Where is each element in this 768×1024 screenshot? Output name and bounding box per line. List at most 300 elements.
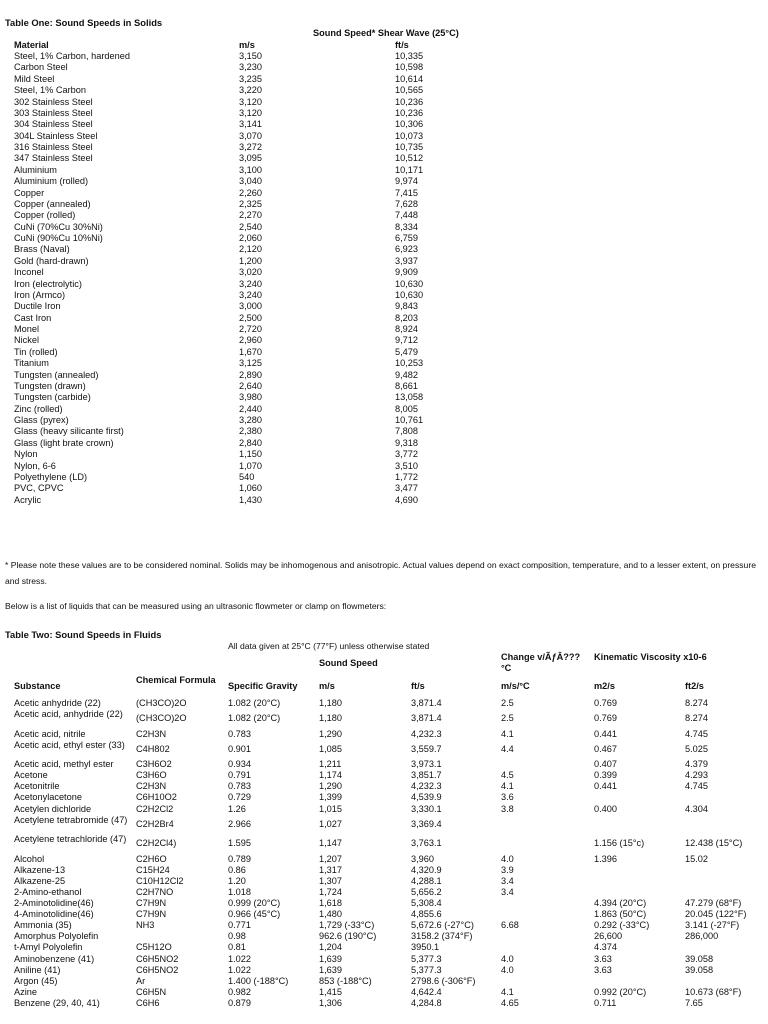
fts-cell: 3,973.1 — [411, 759, 442, 770]
sg-cell: 0.729 — [228, 792, 251, 803]
substance-cell: 2-Aminotolidine(46) — [14, 898, 94, 909]
ms-cell: 1,027 — [319, 818, 342, 829]
fluids-row — [0, 942, 768, 953]
sg-cell: 0.982 — [228, 986, 251, 997]
material-cell: Acrylic — [14, 494, 42, 505]
solids-row — [0, 165, 768, 176]
ms-cell: 3,020 — [239, 267, 262, 278]
material-cell: Inconel — [14, 267, 44, 278]
sg-cell: 1.082 (20°C) — [228, 713, 281, 724]
fts-cell: 4,642.4 — [411, 986, 442, 997]
m2-cell: 0.769 — [594, 698, 617, 708]
solids-row — [0, 176, 768, 187]
material-cell: Glass (heavy silicante first) — [14, 426, 124, 437]
ft2-cell: 8.274 — [685, 713, 708, 724]
fts-cell: 3,559.7 — [411, 743, 442, 754]
ft2-cell: 4.745 — [685, 728, 708, 739]
fluids-row — [0, 834, 768, 854]
ft2-cell: 47.279 (68°F) — [685, 898, 742, 909]
solids-row — [0, 256, 768, 267]
sg-cell: 1.20 — [228, 875, 246, 886]
ms-cell: 1,618 — [319, 898, 342, 909]
fts-cell: 10,335 — [395, 51, 424, 61]
fts-cell: 9,843 — [395, 301, 418, 312]
ms-cell: 2,440 — [239, 403, 262, 414]
change-cell: 3.4 — [501, 886, 514, 897]
solids-row — [0, 85, 768, 96]
m2-cell: 0.441 — [594, 781, 617, 792]
material-cell: Iron (electrolytic) — [14, 278, 82, 289]
m2-cell: 0.992 (20°C) — [594, 986, 647, 997]
change-cell: 4.65 — [501, 997, 519, 1008]
m2-cell: 3.63 — [594, 964, 612, 975]
material-cell: Carbon Steel — [14, 62, 68, 73]
fluids-header-substance: Substance — [14, 681, 61, 691]
fts-cell: 1,772 — [395, 471, 418, 482]
fts-cell: 3,851.7 — [411, 770, 442, 781]
fts-cell: 9,712 — [395, 335, 418, 346]
solids-row — [0, 108, 768, 119]
formula-cell: C3H6O2 — [136, 759, 172, 770]
material-cell: Zinc (rolled) — [14, 403, 63, 414]
ft2-cell: 286,000 — [685, 931, 719, 942]
sound-speed-group-header: Sound Speed — [319, 658, 378, 668]
fts-cell: 2798.6 (-306°F) — [411, 975, 476, 986]
formula-cell: C6H10O2 — [136, 792, 177, 803]
formula-cell: C2H2Cl2 — [136, 803, 174, 814]
sg-cell: 0.901 — [228, 743, 251, 754]
fluids-table — [0, 698, 768, 1009]
substance-cell: Acetic acid, methyl ester — [14, 759, 114, 770]
substance-cell: Aminobenzene (41) — [14, 953, 95, 964]
sg-cell: 0.966 (45°C) — [228, 909, 281, 920]
material-cell: Copper (annealed) — [14, 198, 91, 209]
fts-cell: 4,855.6 — [411, 909, 442, 920]
ms-cell: 1,307 — [319, 875, 342, 886]
ms-cell: 1,211 — [319, 759, 342, 770]
change-cell: 3.4 — [501, 875, 514, 886]
change-cell: 3.6 — [501, 792, 514, 803]
formula-cell: C2H2Br4 — [136, 818, 174, 829]
ms-cell: 2,960 — [239, 335, 262, 346]
substance-cell: Aniline (41) — [14, 964, 61, 975]
m2-cell: 3.63 — [594, 953, 612, 964]
fts-cell: 3,937 — [395, 255, 418, 266]
ft2-cell: 12.438 (15°C) — [685, 838, 743, 849]
fluids-header-sg: Specific Gravity — [228, 681, 298, 691]
ms-cell: 2,120 — [239, 244, 262, 255]
formula-cell: Ar — [136, 975, 146, 986]
fts-cell: 10,598 — [395, 62, 424, 73]
fluids-header-m2: m2/s — [594, 681, 615, 691]
ms-cell: 2,260 — [239, 187, 262, 198]
solids-row — [0, 324, 768, 335]
solids-header-fts: ft/s — [395, 40, 409, 50]
ms-cell: 2,270 — [239, 210, 262, 221]
fts-cell: 10,614 — [395, 73, 424, 84]
ms-cell: 1,290 — [319, 728, 342, 739]
ft2-cell: 4.379 — [685, 759, 708, 770]
m2-cell: 1.396 — [594, 853, 617, 864]
substance-cell: Alkazene-13 — [14, 864, 66, 875]
fluids-row — [0, 920, 768, 931]
sg-cell: 0.789 — [228, 853, 251, 864]
ms-cell: 1,639 — [319, 964, 342, 975]
material-cell: Iron (Armco) — [14, 289, 66, 300]
fts-cell: 4,232.3 — [411, 781, 442, 792]
change-cell: 6.68 — [501, 920, 519, 931]
ms-cell: 3,220 — [239, 85, 262, 96]
formula-cell: C6H5NO2 — [136, 964, 179, 975]
solids-row — [0, 381, 768, 392]
change-cell: 4.1 — [501, 986, 514, 997]
fts-cell: 10,171 — [395, 164, 424, 175]
sg-cell: 2.966 — [228, 818, 251, 829]
material-cell: Copper — [14, 187, 45, 198]
formula-cell: C2H3N — [136, 728, 167, 739]
sg-cell: 0.81 — [228, 942, 246, 953]
fts-cell: 8,661 — [395, 380, 418, 391]
ms-cell: 1,430 — [239, 494, 262, 505]
ms-cell: 3,240 — [239, 278, 262, 289]
solids-row — [0, 279, 768, 290]
ms-cell: 1,200 — [239, 255, 262, 266]
material-cell: Cast Iron — [14, 312, 52, 323]
material-cell: Glass (light brate crown) — [14, 437, 114, 448]
fts-cell: 3,871.4 — [411, 698, 442, 708]
kinematic-group-header: Kinematic Viscosity x10-6 — [594, 652, 707, 662]
ms-cell: 1,207 — [319, 853, 342, 864]
fts-cell: 10,512 — [395, 153, 424, 164]
fluids-row — [0, 887, 768, 898]
m2-cell: 0.441 — [594, 728, 617, 739]
ms-cell: 2,890 — [239, 369, 262, 380]
all-data-note: All data given at 25°C (77°F) unless otherwise stated — [228, 641, 430, 651]
ms-cell: 1,204 — [319, 942, 342, 953]
sg-cell: 0.86 — [228, 864, 246, 875]
fluids-row — [0, 998, 768, 1009]
fts-cell: 3,510 — [395, 460, 418, 471]
fluids-row — [0, 740, 768, 760]
ms-cell: 1,085 — [319, 743, 342, 754]
intro-text: Below is a list of liquids that can be measured using an ultrasonic flowmeter or clamp on flowmeters: — [5, 601, 387, 611]
solids-row — [0, 404, 768, 415]
formula-cell: (CH3CO)2O — [136, 698, 187, 708]
fluids-header-fts: ft/s — [411, 681, 425, 691]
ft2-cell: 10.673 (68°F) — [685, 986, 742, 997]
material-cell: CuNi (90%Cu 10%Ni) — [14, 233, 103, 243]
fts-cell: 6,759 — [395, 233, 418, 243]
ms-cell: 3,141 — [239, 119, 262, 130]
substance-cell: 2-Amino-ethanol — [14, 886, 82, 897]
change-cell: 3.9 — [501, 864, 514, 875]
sg-cell: 1.022 — [228, 953, 251, 964]
solids-row — [0, 153, 768, 164]
substance-cell: Alkazene-25 — [14, 875, 66, 886]
material-cell: 304L Stainless Steel — [14, 130, 98, 141]
fluids-row — [0, 815, 768, 835]
material-cell: Brass (Naval) — [14, 244, 70, 255]
material-cell: Nylon — [14, 449, 38, 460]
fluids-row — [0, 804, 768, 815]
ms-cell: 1,070 — [239, 460, 262, 471]
substance-cell: Acetonylacetone — [14, 792, 82, 803]
ms-cell: 3,150 — [239, 51, 262, 61]
fluids-row — [0, 898, 768, 909]
change-cell: 3.8 — [501, 803, 514, 814]
ft2-cell: 39.058 — [685, 964, 714, 975]
fluids-row — [0, 709, 768, 729]
formula-cell: C2H3N — [136, 781, 167, 792]
ms-cell: 1,150 — [239, 449, 262, 460]
material-cell: Nylon, 6-6 — [14, 460, 56, 471]
substance-cell: Acetone — [14, 770, 48, 781]
ft2-cell: 4.304 — [685, 803, 708, 814]
fluids-row — [0, 987, 768, 998]
ms-cell: 2,380 — [239, 426, 262, 437]
ms-cell: 1,290 — [319, 781, 342, 792]
fts-cell: 3,772 — [395, 449, 418, 460]
m2-cell: 0.399 — [594, 770, 617, 781]
solids-row — [0, 131, 768, 142]
ms-cell: 3,125 — [239, 358, 262, 369]
material-cell: Glass (pyrex) — [14, 415, 69, 425]
fts-cell: 5,479 — [395, 346, 418, 357]
solids-row — [0, 301, 768, 312]
sg-cell: 0.771 — [228, 920, 251, 931]
ms-cell: 3,230 — [239, 62, 262, 73]
m2-cell: 0.407 — [594, 759, 617, 770]
fts-cell: 8,924 — [395, 324, 418, 334]
sg-cell: 1.082 (20°C) — [228, 698, 281, 708]
formula-cell: C3H6O — [136, 770, 167, 781]
solids-row — [0, 347, 768, 358]
sg-cell: 1.400 (-188°C) — [228, 975, 289, 986]
formula-cell: C15H24 — [136, 864, 170, 875]
sg-cell: 0.999 (20°C) — [228, 898, 281, 909]
fts-cell: 10,236 — [395, 96, 424, 107]
fts-cell: 5,672.6 (-27°C) — [411, 920, 474, 931]
material-cell: Aluminium (rolled) — [14, 176, 89, 187]
fts-cell: 13,058 — [395, 392, 424, 403]
material-cell: Steel, 1% Carbon, hardened — [14, 51, 130, 61]
ms-cell: 3,040 — [239, 176, 262, 187]
fluids-row — [0, 865, 768, 876]
change-cell: 4.0 — [501, 853, 514, 864]
ms-cell: 2,325 — [239, 198, 262, 209]
ms-cell: 1,415 — [319, 986, 342, 997]
solids-row — [0, 142, 768, 153]
change-cell: 4.0 — [501, 953, 514, 964]
fts-cell: 7,448 — [395, 210, 418, 221]
material-cell: Tin (rolled) — [14, 346, 58, 357]
ms-cell: 3,235 — [239, 73, 262, 84]
substance-cell: Acetonitrile — [14, 781, 60, 792]
sg-cell: 0.783 — [228, 728, 251, 739]
m2-cell: 1.156 (15°c) — [594, 838, 645, 849]
m2-cell: 26,600 — [594, 931, 623, 942]
fts-cell: 3,763.1 — [411, 838, 442, 849]
material-cell: Tungsten (drawn) — [14, 380, 86, 391]
fluids-row — [0, 770, 768, 781]
solids-row — [0, 290, 768, 301]
fts-cell: 9,482 — [395, 369, 418, 380]
fts-cell: 3158.2 (374°F) — [411, 931, 473, 942]
material-cell: Polyethylene (LD) — [14, 471, 88, 482]
fts-cell: 7,415 — [395, 187, 418, 198]
solids-header-material: Material — [14, 40, 49, 50]
material-cell: 303 Stainless Steel — [14, 107, 93, 118]
fts-cell: 10,073 — [395, 130, 424, 141]
ft2-cell: 39.058 — [685, 953, 714, 964]
ms-cell: 1,480 — [319, 909, 342, 920]
material-cell: Monel — [14, 324, 40, 334]
solids-row — [0, 199, 768, 210]
ms-cell: 853 (-188°C) — [319, 975, 372, 986]
fts-cell: 9,974 — [395, 176, 418, 187]
fts-cell: 10,306 — [395, 119, 424, 130]
ms-cell: 1,724 — [319, 886, 342, 897]
sg-cell: 0.98 — [228, 931, 246, 942]
substance-cell: 4-Aminotolidine(46) — [14, 909, 94, 920]
solids-row — [0, 62, 768, 73]
solids-row — [0, 472, 768, 483]
ms-cell: 962.6 (190°C) — [319, 931, 377, 942]
change-cell: 4.0 — [501, 964, 514, 975]
material-cell: Gold (hard-drawn) — [14, 255, 89, 266]
solids-group-header: Sound Speed* Shear Wave (25°C) — [313, 28, 459, 38]
ms-cell: 1,639 — [319, 953, 342, 964]
ms-cell: 3,100 — [239, 164, 262, 175]
solids-row — [0, 358, 768, 369]
ft2-cell: 20.045 (122°F) — [685, 909, 747, 920]
material-cell: 347 Stainless Steel — [14, 153, 93, 164]
change-cell: 4.1 — [501, 781, 514, 792]
ms-cell: 3,070 — [239, 130, 262, 141]
sg-cell: 0.791 — [228, 770, 251, 781]
material-cell: Aluminium — [14, 164, 57, 175]
substance-cell: Alcohol — [14, 853, 45, 864]
material-cell: Nickel — [14, 335, 40, 346]
ft2-cell: 3.141 (-27°F) — [685, 920, 740, 931]
solids-row — [0, 188, 768, 199]
fts-cell: 10,236 — [395, 107, 424, 118]
solids-row — [0, 335, 768, 346]
formula-cell: C2H7NO — [136, 886, 174, 897]
ft2-cell: 4.745 — [685, 781, 708, 792]
solids-table — [0, 51, 768, 506]
material-cell: 316 Stainless Steel — [14, 142, 93, 152]
fluids-row — [0, 854, 768, 865]
fts-cell: 3950.1 — [411, 942, 440, 953]
substance-cell: Azine — [14, 986, 37, 997]
solids-row — [0, 461, 768, 472]
substance-cell: Acetylene tetrabromide (47) — [14, 814, 128, 825]
substance-cell: t-Amyl Polyolefin — [14, 942, 83, 953]
change-cell: 4.5 — [501, 770, 514, 781]
material-cell: CuNi (70%Cu 30%Ni) — [14, 221, 103, 232]
ms-cell: 1,180 — [319, 713, 342, 724]
fts-cell: 3,871.4 — [411, 713, 442, 724]
solids-row — [0, 74, 768, 85]
solids-row — [0, 119, 768, 130]
change-group-header: Change v/ÃƒÂ??? °C — [501, 652, 581, 673]
fluids-row — [0, 976, 768, 987]
solids-row — [0, 313, 768, 324]
substance-cell: Acetic acid, nitrile — [14, 728, 86, 739]
fts-cell: 4,232.3 — [411, 728, 442, 739]
fts-cell: 6,923 — [395, 244, 418, 255]
sg-cell: 1.595 — [228, 838, 251, 849]
m2-cell: 0.769 — [594, 713, 617, 724]
solids-row — [0, 210, 768, 221]
fluids-row — [0, 909, 768, 920]
ms-cell: 3,280 — [239, 415, 262, 425]
material-cell: Ductile Iron — [14, 301, 61, 312]
ft2-cell: 5.025 — [685, 743, 708, 754]
substance-cell: Acetylene tetrachloride (47) — [14, 834, 127, 845]
formula-cell: C7H9N — [136, 898, 167, 909]
m2-cell: 4.374 — [594, 942, 617, 953]
material-cell: Tungsten (carbide) — [14, 392, 91, 403]
formula-cell: (CH3CO)2O — [136, 713, 187, 724]
ft2-cell: 7.65 — [685, 997, 703, 1008]
ft2-cell: 4.293 — [685, 770, 708, 781]
substance-cell: Ammonia (35) — [14, 920, 72, 931]
material-cell: Steel, 1% Carbon — [14, 85, 87, 96]
fts-cell: 8,203 — [395, 312, 418, 323]
change-cell: 2.5 — [501, 698, 514, 708]
ms-cell: 2,840 — [239, 437, 262, 448]
fts-cell: 10,630 — [395, 289, 424, 300]
sg-cell: 1.26 — [228, 803, 246, 814]
formula-cell: C6H5NO2 — [136, 953, 179, 964]
formula-cell: C5H12O — [136, 942, 172, 953]
fts-cell: 5,656.2 — [411, 886, 442, 897]
solids-row — [0, 222, 768, 233]
formula-cell: C2H6O — [136, 853, 167, 864]
m2-cell: 1.863 (50°C) — [594, 909, 647, 920]
fts-cell: 3,477 — [395, 483, 418, 494]
ms-cell: 3,095 — [239, 153, 262, 164]
fluids-table-title: Table Two: Sound Speeds in Fluids — [5, 629, 162, 640]
change-cell: 4.4 — [501, 743, 514, 754]
m2-cell: 0.400 — [594, 803, 617, 814]
substance-cell: Amorphus Polyolefin — [14, 931, 99, 942]
ms-cell: 1,015 — [319, 803, 342, 814]
formula-cell: C7H9N — [136, 909, 167, 920]
fts-cell: 3,960 — [411, 853, 434, 864]
fts-cell: 8,334 — [395, 221, 418, 232]
fluids-row — [0, 759, 768, 770]
formula-cell: NH3 — [136, 920, 155, 931]
formula-cell: C2H2Cl4) — [136, 838, 177, 849]
sg-cell: 1.018 — [228, 886, 251, 897]
ms-cell: 2,540 — [239, 221, 262, 232]
fts-cell: 5,377.3 — [411, 953, 442, 964]
fts-cell: 10,761 — [395, 415, 424, 425]
m2-cell: 0.292 (-33°C) — [594, 920, 650, 931]
solids-row — [0, 97, 768, 108]
material-cell: 304 Stainless Steel — [14, 119, 93, 130]
sg-cell: 0.783 — [228, 781, 251, 792]
fts-cell: 4,690 — [395, 494, 418, 505]
solids-row — [0, 244, 768, 255]
substance-cell: Benzene (29, 40, 41) — [14, 997, 100, 1008]
m2-cell: 0.467 — [594, 743, 617, 754]
fts-cell: 7,808 — [395, 426, 418, 437]
ms-cell: 3,000 — [239, 301, 262, 312]
